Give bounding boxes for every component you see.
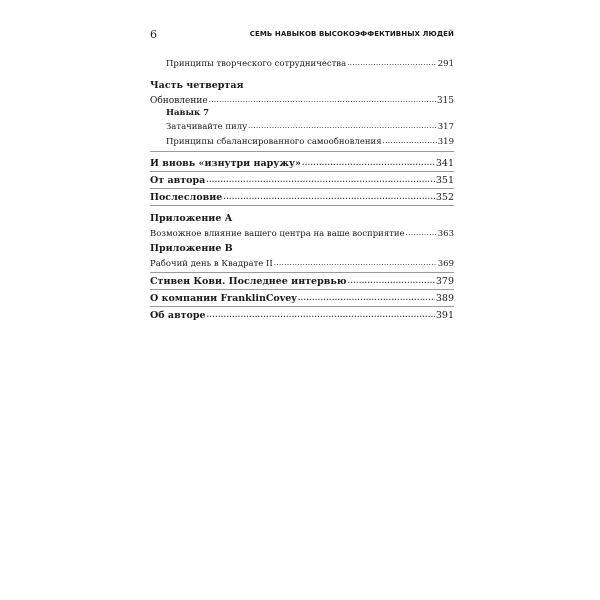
separator-line — [150, 151, 454, 152]
toc-entry-label: Обновление — [150, 96, 208, 106]
toc-entry-quadrant-day — [150, 257, 454, 269]
separator-line — [150, 205, 454, 206]
leader-dots — [223, 191, 435, 200]
page-header — [150, 24, 454, 40]
leader-dots — [348, 275, 435, 284]
toc-entry-page: 315 — [436, 96, 454, 106]
toc-entry-page: 352 — [435, 192, 454, 203]
leader-dots — [248, 120, 437, 129]
separator-line — [150, 188, 454, 189]
toc-entry-center-influence — [150, 227, 454, 239]
toc-entry-page: 389 — [435, 293, 454, 304]
leader-dots — [298, 292, 435, 301]
separator-line — [150, 272, 454, 273]
page-number: 6 — [150, 28, 157, 41]
toc-entry-balanced-renewal — [166, 135, 454, 147]
toc-entry-page: 351 — [435, 175, 454, 186]
book-page — [150, 24, 454, 324]
toc-entry-label: Послесловие — [150, 192, 223, 203]
toc-entry-label: Принципы сбалансированного самообновления — [166, 137, 382, 147]
toc-entry-page: 317 — [437, 122, 454, 132]
toc-heading-part-four: Часть четвертая — [150, 80, 244, 91]
toc-entry-label: Об авторе — [150, 310, 206, 321]
leader-dots — [383, 135, 437, 144]
leader-dots — [347, 57, 437, 66]
leader-dots — [207, 309, 435, 318]
toc-entry-page: 369 — [437, 259, 454, 269]
toc-entry-about-author — [150, 309, 454, 321]
toc-entry-page: 379 — [435, 276, 454, 287]
toc-entry-page: 341 — [435, 158, 454, 169]
separator-line — [150, 306, 454, 307]
toc-entry-label: И вновь «изнутри наружу» — [150, 158, 301, 169]
toc-entry-creative-cooperation — [166, 57, 454, 69]
toc-entry-label: Принципы творческого сотрудничества — [166, 59, 347, 69]
toc-entry-renewal — [150, 94, 454, 106]
toc-entry-label: Затачивайте пилу — [166, 122, 248, 132]
toc-entry-afterword — [150, 191, 454, 203]
toc-heading-habit7: Навык 7 — [166, 108, 209, 118]
toc-entry-label: От автора — [150, 175, 206, 186]
toc-entry-page: 319 — [437, 137, 454, 147]
toc-entry-page: 363 — [437, 229, 454, 239]
toc-entry-page: 391 — [435, 310, 454, 321]
toc-entry-label: Возможное влияние вашего центра на ваше восприятие — [150, 229, 405, 239]
toc-entry-sharpen-saw — [166, 120, 454, 132]
toc-entry-franklin-covey — [150, 292, 454, 304]
running-title: СЕМЬ НАВЫКОВ ВЫСОКОЭФФЕКТИВНЫХ ЛЮДЕЙ — [249, 30, 454, 38]
toc-entry-label: О компании FranklinCovey — [150, 293, 297, 304]
leader-dots — [302, 157, 435, 166]
toc-entry-inside-out — [150, 157, 454, 169]
toc-heading-appendix-a: Приложение А — [150, 213, 233, 224]
leader-dots — [406, 227, 437, 236]
toc-entry-from-author — [150, 174, 454, 186]
toc-entry-label: Стивен Кови. Последнее интервью — [150, 276, 347, 287]
leader-dots — [209, 94, 436, 103]
separator-line — [150, 289, 454, 290]
leader-dots — [206, 174, 435, 183]
leader-dots — [274, 257, 437, 266]
toc-entry-last-interview — [150, 275, 454, 287]
toc-entry-page: 291 — [437, 59, 454, 69]
toc-heading-appendix-b: Приложение В — [150, 243, 233, 254]
toc-entry-label: Рабочий день в Квадрате II — [150, 259, 273, 269]
separator-line — [150, 171, 454, 172]
